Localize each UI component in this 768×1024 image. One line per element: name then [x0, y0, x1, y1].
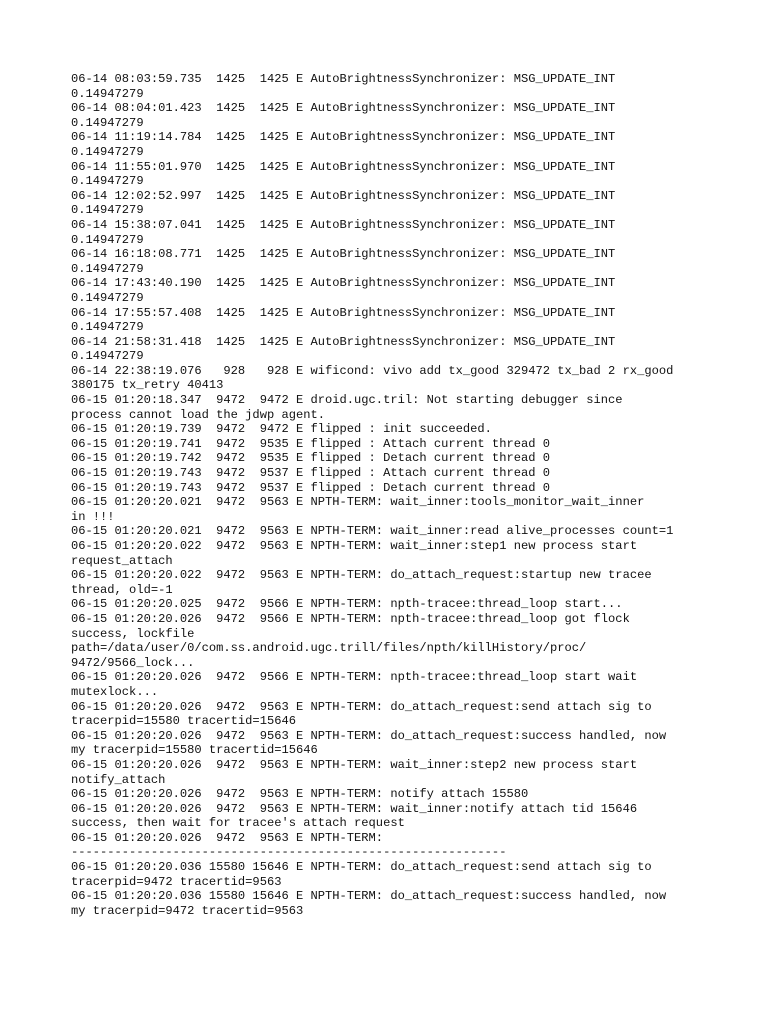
- log-line: 0.14947279: [71, 203, 144, 218]
- log-line: 9472/9566_lock...: [71, 655, 195, 670]
- log-line: 06-14 22:38:19.076 928 928 E wificond: vivo add tx_good 329472 tx_bad 2 rx_good: [71, 363, 674, 378]
- log-line: 06-15 01:20:20.021 9472 9563 E NPTH-TERM: wait_inner:tools_monitor_wait_inner: [71, 495, 645, 510]
- log-line: 06-15 01:20:20.036 15580 15646 E NPTH-TERM: do_attach_request:success handled, now: [71, 889, 667, 904]
- log-line: 06-15 01:20:20.026 9472 9563 E NPTH-TERM:: [71, 830, 384, 845]
- log-line: 06-15 01:20:20.026 9472 9563 E NPTH-TERM: wait_inner:notify attach tid 15646: [71, 801, 638, 816]
- log-line: 06-15 01:20:18.347 9472 9472 E droid.ugc.tril: Not starting debugger since: [71, 393, 623, 408]
- log-line: request_attach: [71, 553, 173, 568]
- log-line: mutexlock...: [71, 684, 159, 699]
- log-line: 06-15 01:20:20.022 9472 9563 E NPTH-TERM: wait_inner:step1 new process start: [71, 539, 638, 553]
- log-line: 06-14 16:18:08.771 1425 1425 E AutoBrightnessSynchronizer: MSG_UPDATE_INT: [71, 247, 616, 262]
- log-line: tracerpid=15580 tracertid=15646: [71, 714, 296, 729]
- log-line: 06-15 01:20:20.026 9472 9563 E NPTH-TERM: wait_inner:step2 new process start: [71, 757, 638, 772]
- log-line: ------------------------------------------------------------: [71, 845, 507, 860]
- log-line: 06-14 08:03:59.735 1425 1425 E AutoBrightnessSynchronizer: MSG_UPDATE_INT: [71, 72, 616, 86]
- log-line: 06-14 17:43:40.190 1425 1425 E AutoBrightnessSynchronizer: MSG_UPDATE_INT: [71, 276, 616, 291]
- log-line: 06-15 01:20:19.739 9472 9472 E flipped : init succeeded.: [71, 422, 492, 437]
- log-line: 06-15 01:20:19.743 9472 9537 E flipped : Attach current thread 0: [71, 466, 550, 481]
- log-line: success, lockfile: [71, 626, 195, 641]
- log-line: 06-15 01:20:20.026 9472 9563 E NPTH-TERM: do_attach_request:send attach sig to: [71, 699, 652, 714]
- log-line: notify_attach: [71, 772, 166, 787]
- log-line: 0.14947279: [71, 290, 144, 305]
- log-line: 380175 tx_retry 40413: [71, 378, 224, 393]
- log-line: 06-14 21:58:31.418 1425 1425 E AutoBrightnessSynchronizer: MSG_UPDATE_INT: [71, 334, 616, 349]
- log-line: 06-14 12:02:52.997 1425 1425 E AutoBrightnessSynchronizer: MSG_UPDATE_INT: [71, 188, 616, 203]
- log-line: 06-15 01:20:20.036 15580 15646 E NPTH-TERM: do_attach_request:send attach sig to: [71, 860, 652, 875]
- log-line: in !!!: [71, 509, 115, 524]
- log-line: 06-15 01:20:20.025 9472 9566 E NPTH-TERM: npth-tracee:thread_loop start...: [71, 597, 623, 612]
- log-line: 0.14947279: [71, 261, 144, 276]
- log-line: 06-15 01:20:20.026 9472 9563 E NPTH-TERM: do_attach_request:success handled, now: [71, 728, 667, 743]
- log-line: path=/data/user/0/com.ss.android.ugc.trill/files/npth/killHistory/proc/: [71, 641, 587, 656]
- log-line: 06-14 11:55:01.970 1425 1425 E AutoBrightnessSynchronizer: MSG_UPDATE_INT: [71, 159, 616, 174]
- log-line: 0.14947279: [71, 144, 144, 159]
- log-line: 06-14 15:38:07.041 1425 1425 E AutoBrightnessSynchronizer: MSG_UPDATE_INT: [71, 217, 616, 232]
- log-line: 0.14947279: [71, 86, 144, 101]
- log-line: my tracerpid=9472 tracertid=9563: [71, 903, 304, 918]
- log-line: my tracerpid=15580 tracertid=15646: [71, 743, 318, 758]
- log-line: 0.14947279: [71, 349, 144, 364]
- log-line: 06-14 17:55:57.408 1425 1425 E AutoBrightnessSynchronizer: MSG_UPDATE_INT: [71, 305, 616, 320]
- log-line: 06-14 11:19:14.784 1425 1425 E AutoBrightnessSynchronizer: MSG_UPDATE_INT: [71, 130, 616, 145]
- log-line: thread, old=-1: [71, 582, 173, 597]
- log-line: tracerpid=9472 tracertid=9563: [71, 874, 282, 889]
- log-line: 06-15 01:20:20.026 9472 9566 E NPTH-TERM: npth-tracee:thread_loop start wait: [71, 670, 638, 685]
- log-line: process cannot load the jdwp agent.: [71, 407, 326, 422]
- log-line: 06-15 01:20:20.026 9472 9566 E NPTH-TERM: npth-tracee:thread_loop got flock: [71, 611, 630, 626]
- log-line: 06-15 01:20:20.026 9472 9563 E NPTH-TERM: notify attach 15580: [71, 787, 529, 802]
- log-line: 06-15 01:20:20.021 9472 9563 E NPTH-TERM: wait_inner:read alive_processes count=1: [71, 524, 674, 539]
- log-line: success, then wait for tracee's attach request: [71, 816, 405, 831]
- log-line: 06-15 01:20:20.022 9472 9563 E NPTH-TERM: do_attach_request:startup new tracee: [71, 568, 652, 583]
- log-line: 06-15 01:20:19.742 9472 9535 E flipped : Detach current thread 0: [71, 451, 550, 466]
- log-line: 0.14947279: [71, 115, 144, 130]
- log-line: 06-14 08:04:01.423 1425 1425 E AutoBrightnessSynchronizer: MSG_UPDATE_INT: [71, 101, 616, 116]
- log-line: 0.14947279: [71, 174, 144, 189]
- log-line: 06-15 01:20:19.743 9472 9537 E flipped : Detach current thread 0: [71, 480, 550, 495]
- log-line: 0.14947279: [71, 320, 144, 335]
- log-line: 06-15 01:20:19.741 9472 9535 E flipped : Attach current thread 0: [71, 436, 550, 451]
- log-text-block: [71, 72, 711, 918]
- log-line: 0.14947279: [71, 232, 144, 247]
